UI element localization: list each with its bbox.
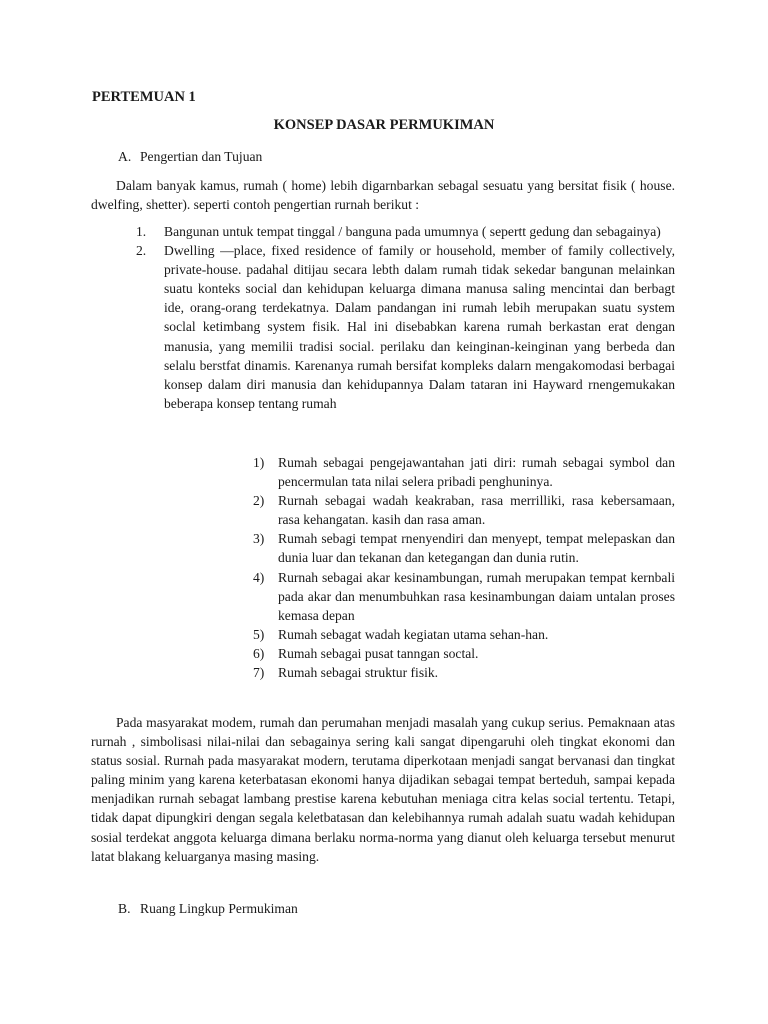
list-item-number: 2) (253, 493, 265, 509)
section-a-heading (118, 147, 262, 166)
list-item-number: 4) (253, 569, 265, 585)
list-item-text: Rumah sebagai struktur fisik. (278, 665, 439, 681)
list-item-number: 3) (253, 531, 265, 547)
list-item-text: Dwelling —place, fixed residence of family or household, member of family collectively, private-house. padahal ditijau secara lebth dalam rumah tidak sekedar bangunan melainkan suatu konteks social dan kehidupan keluarga dimana manusa saling mencintai dan berbagt ide, orang-orang terdekatnya. Dalam pandangan ini rumah lebih merupakan suatu system soclal ketimbang system fisik. Hal ini disebabkan karena rumah berkastan erat dengan manusia, yang memilii tradisi social. perilaku dan keinginan-keinginan yang berbeda dan selalu berstfat dinamis. Karenanya rumah bersifat kompleks dalarn mengakomodasi berbagai konsep dalam diri manusia dan kehidupannya Dalam tataran ini Hayward rnengemukakan beberapa konsep tentang rumah (164, 243, 675, 411)
list-item-text: Rumah sebagi tempat rnenyendiri dan menyept, tempat melepaskan dan dunia luar dan tekanan dan ketegangan dan dunia rutin. (278, 531, 675, 566)
section-b-label: Ruang Lingkup Permukiman (140, 901, 298, 916)
list-item-number: 1. (136, 224, 147, 239)
closing-paragraph (91, 713, 675, 866)
list-item-text: Rumah sebagai pusat tanngan soctal. (278, 645, 479, 661)
list-item (253, 529, 675, 567)
list-item-number: 6) (253, 645, 265, 661)
section-b-heading (118, 899, 298, 918)
list-item (253, 663, 675, 682)
intro-text: Dalam banyak kamus, rumah ( home) lebih digarnbarkan sebagal sesuatu yang bersitat fisik ( house. dwelfing, shetter). seperti contoh pengertian rurnah berikut : (91, 178, 675, 213)
definition-list (136, 222, 675, 413)
list-item-number: 2. (136, 243, 147, 259)
concept-list (253, 453, 675, 682)
list-item-number: 1) (253, 455, 265, 470)
closing-text: Pada masyarakat modem, rumah dan perumahan menjadi masalah yang cukup serius. Pemaknaan atas rurnah , simbolisasi nilai-nilai dan sebagainya sering kali sangat dipengaruhi oleh tingkat ekonomi dan status sosial. Rurnah pada masyarakat modern, terutama diperkotaan menjadi sangat bervanasi dan tingkat paling minim yang karena keterbatasan ekonomi hanya dijadikan sebagai tempat berteduh, sampai kepada menjadikan rurnah sebagat lambang prestise karena kebutuhan meniaga citra kelas social tertentu. Tetapi, tidak dapat dipungkiri dengan segala keletbatasan dan kelebihannya rumah adalah suatu wadah kehidupan sosial terdekat anggota keluarga dimana berlaku norma-norma yang dianut oleh keluarga tersebut menurut latat blakang keluarganya masing masing. (91, 715, 675, 864)
list-item (253, 491, 675, 529)
document-title: KONSEP DASAR PERMUKIMAN (273, 117, 495, 133)
section-a-letter: A. (118, 149, 132, 164)
intro-paragraph (91, 176, 675, 214)
section-b-letter: B. (118, 901, 131, 916)
list-item-text: Rurnah sebagai akar kesinambungan, rumah merupakan tempat kernbali pada akar dan menumbuhkan rasa kesinambungan daiam untalan proses kemasa depan (278, 569, 675, 623)
list-item (253, 644, 675, 663)
list-item (253, 568, 675, 625)
section-a-label: Pengertian dan Tujuan (140, 149, 263, 164)
list-item (253, 453, 675, 491)
list-item-number: 7) (253, 665, 265, 681)
list-item-text: Rumah sebagai pengejawantahan jati diri: rumah sebagai symbol dan pencermulan tata nilai selera pribadi penghuninya. (278, 455, 675, 490)
list-item-number: 5) (253, 626, 265, 642)
list-item (136, 241, 675, 413)
list-item-text: Rurnah sebagai wadah keakraban, rasa merrilliki, rasa kebersamaan, rasa kehangatan. kasih dan rasa aman. (278, 493, 675, 528)
list-item (253, 625, 675, 644)
list-item-text: Rumah sebagat wadah kegiatan utama sehan-han. (278, 626, 549, 642)
list-item-text: Bangunan untuk tempat tinggal / banguna pada umumnya ( sepertt gedung dan sebagainya) (164, 224, 661, 239)
meeting-heading: PERTEMUAN 1 (92, 89, 196, 105)
list-item (136, 222, 675, 241)
